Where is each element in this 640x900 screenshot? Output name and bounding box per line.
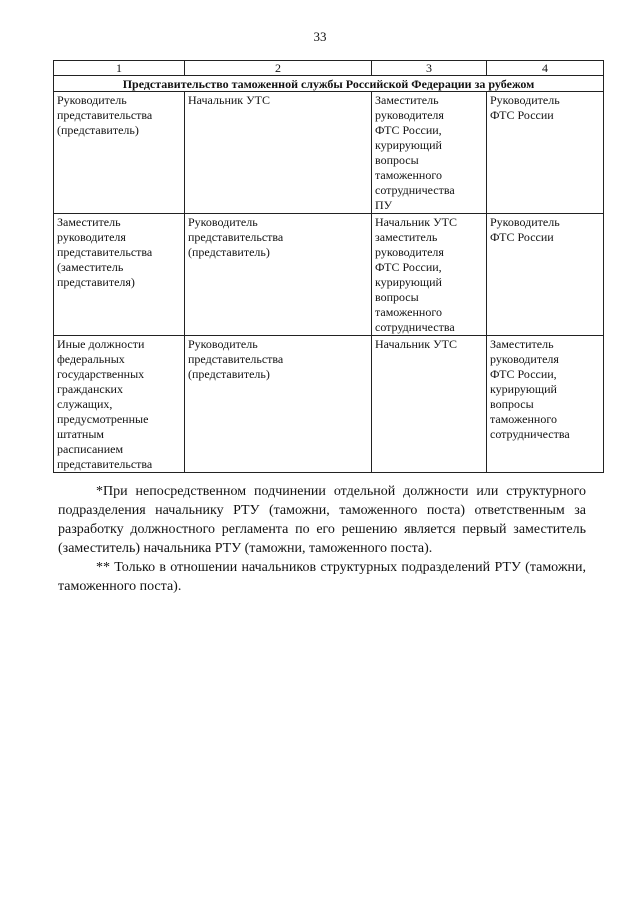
- table-cell: Заместитель руководителя представительства (заместитель представителя): [54, 214, 185, 336]
- table-cell: Руководитель ФТС России: [487, 92, 604, 214]
- table-cell: Руководитель представительства (представитель): [54, 92, 185, 214]
- table-cell: Заместитель руководителя ФТС России, курирующий вопросы таможенного сотрудничества: [487, 336, 604, 473]
- table-cell: Начальник УТС заместитель руководителя ФТС России, курирующий вопросы таможенного сотрудничества: [372, 214, 487, 336]
- table-cell: Начальник УТС: [185, 92, 372, 214]
- column-header: 2: [185, 61, 372, 76]
- footnote: ** Только в отношении начальников структурных подразделений РТУ (таможни, таможенного поста).: [58, 560, 586, 594]
- footnotes: [58, 482, 586, 596]
- positions-table: [53, 60, 604, 473]
- table-cell: Заместитель руководителя ФТС России, курирующий вопросы таможенного сотрудничества ПУ: [372, 92, 487, 214]
- footnote: *При непосредственном подчинении отдельной должности или структурного подразделения начальнику РТУ (таможни, таможенного поста) ответственным за разработку должностного регламента по его решению является первый заместитель (заместитель) начальника РТУ (таможни, таможенного поста).: [58, 484, 586, 556]
- table-cell: Руководитель представительства (представитель): [185, 214, 372, 336]
- table-cell: Иные должности федеральных государственных гражданских служащих, предусмотренные штатным расписанием представительства: [54, 336, 185, 473]
- column-header: 3: [372, 61, 487, 76]
- page-number: 33: [313, 29, 327, 44]
- table-cell: Начальник УТС: [372, 336, 487, 473]
- table-section-row: [54, 76, 604, 92]
- table-row: [54, 214, 604, 336]
- table-row: [54, 336, 604, 473]
- table-cell: Руководитель представительства (представитель): [185, 336, 372, 473]
- section-title: Представительство таможенной службы Российской Федерации за рубежом: [54, 76, 604, 92]
- table-row: [54, 92, 604, 214]
- column-header: 4: [487, 61, 604, 76]
- column-header: 1: [54, 61, 185, 76]
- table-cell: Руководитель ФТС России: [487, 214, 604, 336]
- table-header-row: [54, 61, 604, 76]
